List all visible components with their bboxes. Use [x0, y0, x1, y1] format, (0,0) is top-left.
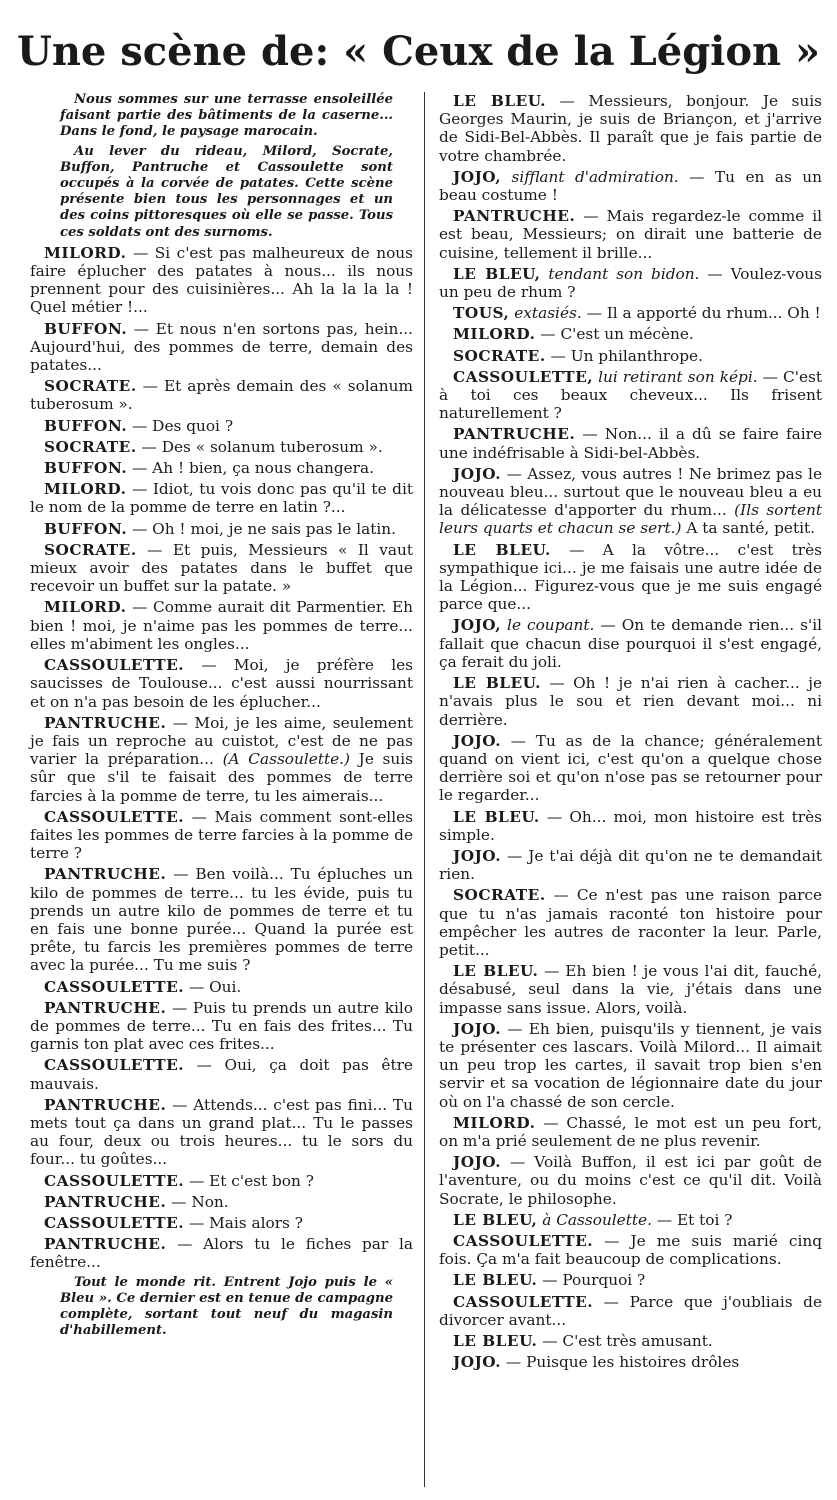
dialogue-text: — Oui. — [184, 977, 242, 996]
speaker-name: CASSOULETTE. — [453, 1231, 594, 1250]
stage-direction-inline: extasiés. — [509, 304, 582, 323]
stage-direction: Tout le monde rit. Entrent Jojo puis le « Bleu ». Ce dernier est en tenue de campagne complète, sortant tout neuf du magasin d'habillement. — [60, 1274, 393, 1339]
dialogue-text: — Alors tu le fiches par la fenêtre... — [30, 1235, 413, 1272]
dialogue-text: — Chassé, le mot est un peu fort, on m'a prié seulement de ne plus revenir. — [439, 1113, 822, 1150]
dialogue-text: — Parce que j'oubliais de divorcer avant... — [439, 1292, 822, 1329]
dialogue-text: — On te demande rien... s'il fallait que chacun dise pourquoi il s'est engagé, ça ferait du joli. — [439, 616, 822, 671]
dialogue-text: — Eh bien ! je vous l'ai dit, fauché, désabusé, seul dans la vie, j'étais dans une impasse sans issue. Alors, voilà. — [439, 962, 822, 1017]
dialogue-line — [30, 1056, 413, 1092]
speaker-name: LE BLEU, — [453, 264, 541, 283]
speaker-name: SOCRATE. — [453, 346, 546, 365]
dialogue-text: — Ce n'est pas une raison parce que tu n'as jamais raconté ton histoire pour empêcher les autres de raconter la leur. Parle, petit... — [439, 886, 822, 959]
speaker-name: LE BLEU. — [453, 540, 551, 559]
dialogue-text: — Assez, vous autres ! Ne brimez pas le nouveau bleu... surtout que le nouveau bleu a eu la délicatesse d'apporter du rhum... — [439, 464, 822, 520]
speaker-name: JOJO. — [453, 464, 502, 483]
dialogue-line — [439, 92, 822, 165]
speaker-name: PANTRUCHE. — [44, 998, 167, 1017]
dialogue-line — [30, 714, 413, 805]
speaker-name: LE BLEU. — [453, 962, 539, 981]
dialogue-line — [439, 847, 822, 883]
speaker-name: MILORD. — [453, 325, 536, 344]
dialogue-line — [439, 207, 822, 262]
dialogue-text: — Non... il a dû se faire faire une indéfrisable à Sidi-bel-Abbès. — [439, 425, 822, 462]
stage-direction: Au lever du rideau, Milord, Socrate, Buffon, Pantruche et Cassoulette sont occupés à la corvée de patates. Cette scène présente bien tous les personnages et un des coins pittoresques où elle se passe. Tous ces soldats ont des surnoms. — [60, 143, 393, 240]
dialogue-line — [30, 656, 413, 711]
dialogue-text: — Voulez-vous un peu de rhum ? — [439, 264, 822, 302]
dialogue-line — [30, 244, 413, 317]
speaker-name: SOCRATE. — [44, 377, 137, 396]
speaker-name: MILORD. — [44, 243, 127, 262]
dialogue-line — [439, 1353, 822, 1371]
speaker-name: LE BLEU. — [453, 1271, 538, 1290]
speaker-name: PANTRUCHE. — [44, 865, 167, 884]
dialogue-text: — Oh... moi, mon histoire est très simple. — [439, 807, 822, 844]
dialogue-text: — Puisque les histoires drôles — [501, 1353, 740, 1372]
dialogue-line — [30, 978, 413, 996]
dialogue-text: — Comme aurait dit Parmentier. Eh bien ! moi, je n'aime pas les pommes de terre... elles m'abiment les ongles... — [30, 598, 413, 653]
dialogue-text: — Voilà Buffon, il est ici par goût de l'aventure, ou du moins c'est ce qu'il dit. Voilà Socrate, le philosophe. — [439, 1153, 822, 1208]
speaker-name: BUFFON. — [44, 319, 128, 338]
speaker-name: PANTRUCHE. — [44, 713, 167, 732]
dialogue-line — [30, 1096, 413, 1169]
dialogue-line — [439, 1293, 822, 1329]
speaker-name: BUFFON. — [44, 459, 128, 478]
dialogue-text: — C'est très amusant. — [537, 1332, 713, 1350]
dialogue-text: — Et puis, Messieurs « Il vaut mieux avoir des patates dans le buffet que recevoir un buffet sur la patate. » — [30, 540, 413, 596]
stage-direction-inline: (Ils sortent leurs quarts et chacun se sert.) — [439, 501, 822, 538]
dialogue-text: — Tu as de la chance; généralement quand on vient ici, c'est qu'on a quelque chose derrière soi et qu'on n'ose pas se retourner pour le regarder... — [439, 731, 822, 805]
dialogue-text: — Si c'est pas malheureux de nous faire éplucher des patates à nous... ils nous prennent pour des cuisinières... Ah la la la la ! Quel métier !... — [30, 243, 413, 317]
dialogue-text: — Il a apporté du rhum... Oh ! — [581, 304, 821, 323]
speaker-name: SOCRATE. — [44, 540, 137, 559]
dialogue-text: — Je me suis marié cinq fois. Ça m'a fait beaucoup de complications. — [439, 1231, 822, 1269]
dialogue-line — [30, 480, 413, 516]
speaker-name: JOJO, — [453, 167, 502, 186]
dialogue-text: A ta santé, petit. — [681, 519, 815, 538]
speaker-name: JOJO, — [453, 616, 502, 635]
dialogue-text: — Ah ! bien, ça nous changera. — [127, 459, 374, 478]
speaker-name: JOJO. — [453, 731, 502, 750]
dialogue-text: — Mais regardez-le comme il est beau, Messieurs; on dirait une batterie de cuisine, tellement il brille... — [439, 207, 822, 262]
dialogue-text: — Oui, ça doit pas être mauvais. — [30, 1056, 413, 1093]
dialogue-text: — Et nous n'en sortons pas, hein... Aujourd'hui, des pommes de terre, demain des patates... — [30, 319, 413, 375]
speaker-name: PANTRUCHE. — [44, 1235, 167, 1254]
dialogue-line — [439, 465, 822, 538]
speaker-name: JOJO. — [453, 846, 502, 865]
dialogue-line — [30, 1235, 413, 1271]
speaker-name: MILORD. — [44, 598, 127, 617]
dialogue-text: Je suis sûr que s'il te faisait des pommes de terre farcies à la pomme de terre, tu les aimerais... — [30, 750, 413, 805]
speaker-name: CASSOULETTE. — [453, 1292, 594, 1311]
speaker-name: CASSOULETTE. — [44, 1171, 185, 1190]
dialogue-line — [30, 541, 413, 596]
dialogue-text: — Mais comment sont-elles faites les pommes de terre farcies à la pomme de terre ? — [30, 807, 413, 863]
dialogue-text: — Oh ! je n'ai rien à cacher... je n'avais plus le sou et rien devant moi... ni derrière. — [439, 674, 822, 729]
dialogue-text: — Pourquoi ? — [537, 1271, 646, 1290]
dialogue-text: — Non. — [166, 1192, 229, 1211]
dialogue-line — [439, 886, 822, 959]
dialogue-text: — Un philanthrope. — [545, 346, 703, 365]
dialogue-text: — A la vôtre... c'est très sympathique ici... je me faisais une autre idée de la Légion... Figurez-vous que je me suis engagé parce que... — [439, 540, 822, 614]
dialogue-text: — Messieurs, bonjour. Je suis Georges Maurin, je suis de Briançon, et j'arrive de Sidi-Bel-Abbès. Il paraît que je fais partie de votre chambrée. — [439, 92, 822, 165]
dialogue-line — [439, 1271, 822, 1289]
right-column — [439, 92, 822, 1374]
dialogue-text: — C'est un mécène. — [535, 325, 694, 344]
dialogue-text: — Je t'ai déjà dit qu'on ne te demandait rien. — [439, 846, 822, 884]
speaker-name: CASSOULETTE, — [453, 367, 594, 386]
dialogue-line — [30, 520, 413, 538]
speaker-name: JOJO. — [453, 1019, 502, 1038]
stage-direction-inline: (A Cassoulette.) — [213, 750, 350, 769]
left-column — [30, 92, 413, 1342]
speaker-name: JOJO. — [453, 1353, 502, 1372]
speaker-name: CASSOULETTE. — [44, 977, 185, 996]
dialogue-line — [30, 808, 413, 863]
dialogue-line — [439, 1020, 822, 1111]
dialogue-text: — Et toi ? — [651, 1210, 733, 1229]
stage-direction: Nous sommes sur une terrasse ensoleillée faisant partie des bâtiments de la caserne... Dans le fond, le paysage marocain. — [60, 92, 393, 140]
speaker-name: LE BLEU. — [453, 674, 541, 693]
dialogue-line — [30, 320, 413, 375]
speaker-name: LE BLEU. — [453, 807, 540, 826]
speaker-name: PANTRUCHE. — [44, 1192, 167, 1211]
dialogue-text: — Oh ! moi, je ne sais pas le latin. — [127, 519, 396, 538]
dialogue-text: — C'est à toi ces beaux cheveux... Ils frisent naturellement ? — [439, 367, 822, 423]
dialogue-text: — Mais alors ? — [184, 1213, 303, 1232]
dialogue-line — [439, 808, 822, 844]
dialogue-text: — Tu en as un beau costume ! — [439, 167, 822, 205]
speaker-name: LE BLEU. — [453, 1332, 538, 1350]
column-divider — [424, 92, 425, 1487]
dialogue-line — [439, 347, 822, 365]
dialogue-line — [30, 438, 413, 456]
speaker-name: LE BLEU, — [453, 1210, 538, 1229]
dialogue-text: — Puis tu prends un autre kilo de pommes de terre... Tu en fais des frites... Tu garnis ton plat avec ces frites... — [30, 998, 413, 1054]
dialogue-text: — Moi, je préfère les saucisses de Toulouse... c'est aussi nourrissant et on n'a pas besoin de les éplucher... — [30, 656, 413, 711]
dialogue-line — [439, 325, 822, 343]
dialogue-text: — Et c'est bon ? — [184, 1171, 314, 1190]
dialogue-line — [30, 999, 413, 1054]
dialogue-line — [439, 962, 822, 1017]
dialogue-text: — Attends... c'est pas fini... Tu mets tout ça dans un grand plat... Tu le passes au four, deux ou trois heures... tu le sors du four... tu goûtes... — [30, 1095, 413, 1169]
dialogue-line — [439, 265, 822, 301]
dialogue-line — [439, 616, 822, 671]
speaker-name: PANTRUCHE. — [453, 207, 576, 226]
dialogue-line — [30, 417, 413, 435]
speaker-name: CASSOULETTE. — [44, 1056, 185, 1075]
stage-direction-inline: sifflant d'admiration. — [501, 167, 679, 186]
dialogue-line — [439, 168, 822, 204]
speaker-name: CASSOULETTE. — [44, 656, 185, 675]
dialogue-text: — Des quoi ? — [127, 416, 234, 435]
dialogue-text: — Ben voilà... Tu épluches un kilo de pommes de terre... tu les évide, puis tu prends un autre kilo de pommes de terre et tu en fais une bonne purée... Quand la purée est prête, tu farcis les premières pommes de terre avec la purée... Tu me suis ? — [30, 865, 413, 975]
speaker-name: LE BLEU. — [453, 92, 547, 110]
dialogue-line — [439, 541, 822, 614]
stage-direction-inline: à Cassoulette. — [537, 1210, 652, 1229]
dialogue-line — [30, 865, 413, 974]
speaker-name: JOJO. — [453, 1153, 502, 1172]
stage-direction-inline: tendant son bidon. — [540, 264, 700, 283]
dialogue-line — [30, 1172, 413, 1190]
dialogue-text: — Eh bien, puisqu'ils y tiennent, je vais te présenter ces lascars. Voilà Milord... Il aimait un peu trop les cartes, il savait trop bien s'en servir et sa vocation de légionnaire date du jour où on l'a chassé de son cercle. — [439, 1019, 822, 1111]
speaker-name: SOCRATE. — [44, 437, 137, 456]
speaker-name: BUFFON. — [44, 416, 128, 435]
dialogue-line — [439, 732, 822, 805]
dialogue-line — [439, 1153, 822, 1208]
dialogue-line — [30, 598, 413, 653]
dialogue-line — [439, 304, 822, 322]
speaker-name: SOCRATE. — [453, 886, 546, 905]
dialogue-line — [439, 1232, 822, 1268]
dialogue-line — [30, 377, 413, 413]
dialogue-text: — Et après demain des « solanum tuberosum ». — [30, 377, 413, 414]
dialogue-line — [30, 1193, 413, 1211]
dialogue-text: — Idiot, tu vois donc pas qu'il te dit le nom de la pomme de terre en latin ?... — [30, 480, 413, 517]
speaker-name: PANTRUCHE. — [44, 1095, 167, 1114]
dialogue-line — [439, 1211, 822, 1229]
speaker-name: CASSOULETTE. — [44, 807, 185, 826]
speaker-name: BUFFON. — [44, 519, 128, 538]
speaker-name: PANTRUCHE. — [453, 425, 576, 444]
page-title: Une scène de: « Ceux de la Légion » — [16, 28, 821, 75]
dialogue-line — [439, 368, 822, 423]
dialogue-line — [439, 674, 822, 729]
speaker-name: MILORD. — [44, 480, 127, 499]
dialogue-text: — Moi, je les aime, seulement je fais un reproche au cuistot, c'est de ne pas varier la préparation... — [30, 713, 413, 769]
speaker-name: MILORD. — [453, 1113, 536, 1132]
dialogue-line — [439, 1114, 822, 1150]
dialogue-text: — Des « solanum tuberosum ». — [136, 437, 383, 456]
speaker-name: CASSOULETTE. — [44, 1213, 185, 1232]
dialogue-line — [439, 1332, 822, 1350]
dialogue-line — [30, 459, 413, 477]
dialogue-line — [439, 425, 822, 461]
speaker-name: TOUS, — [453, 304, 510, 323]
stage-direction-inline: lui retirant son képi. — [593, 367, 758, 386]
dialogue-line — [30, 1214, 413, 1232]
stage-direction-inline: le coupant. — [501, 616, 595, 635]
